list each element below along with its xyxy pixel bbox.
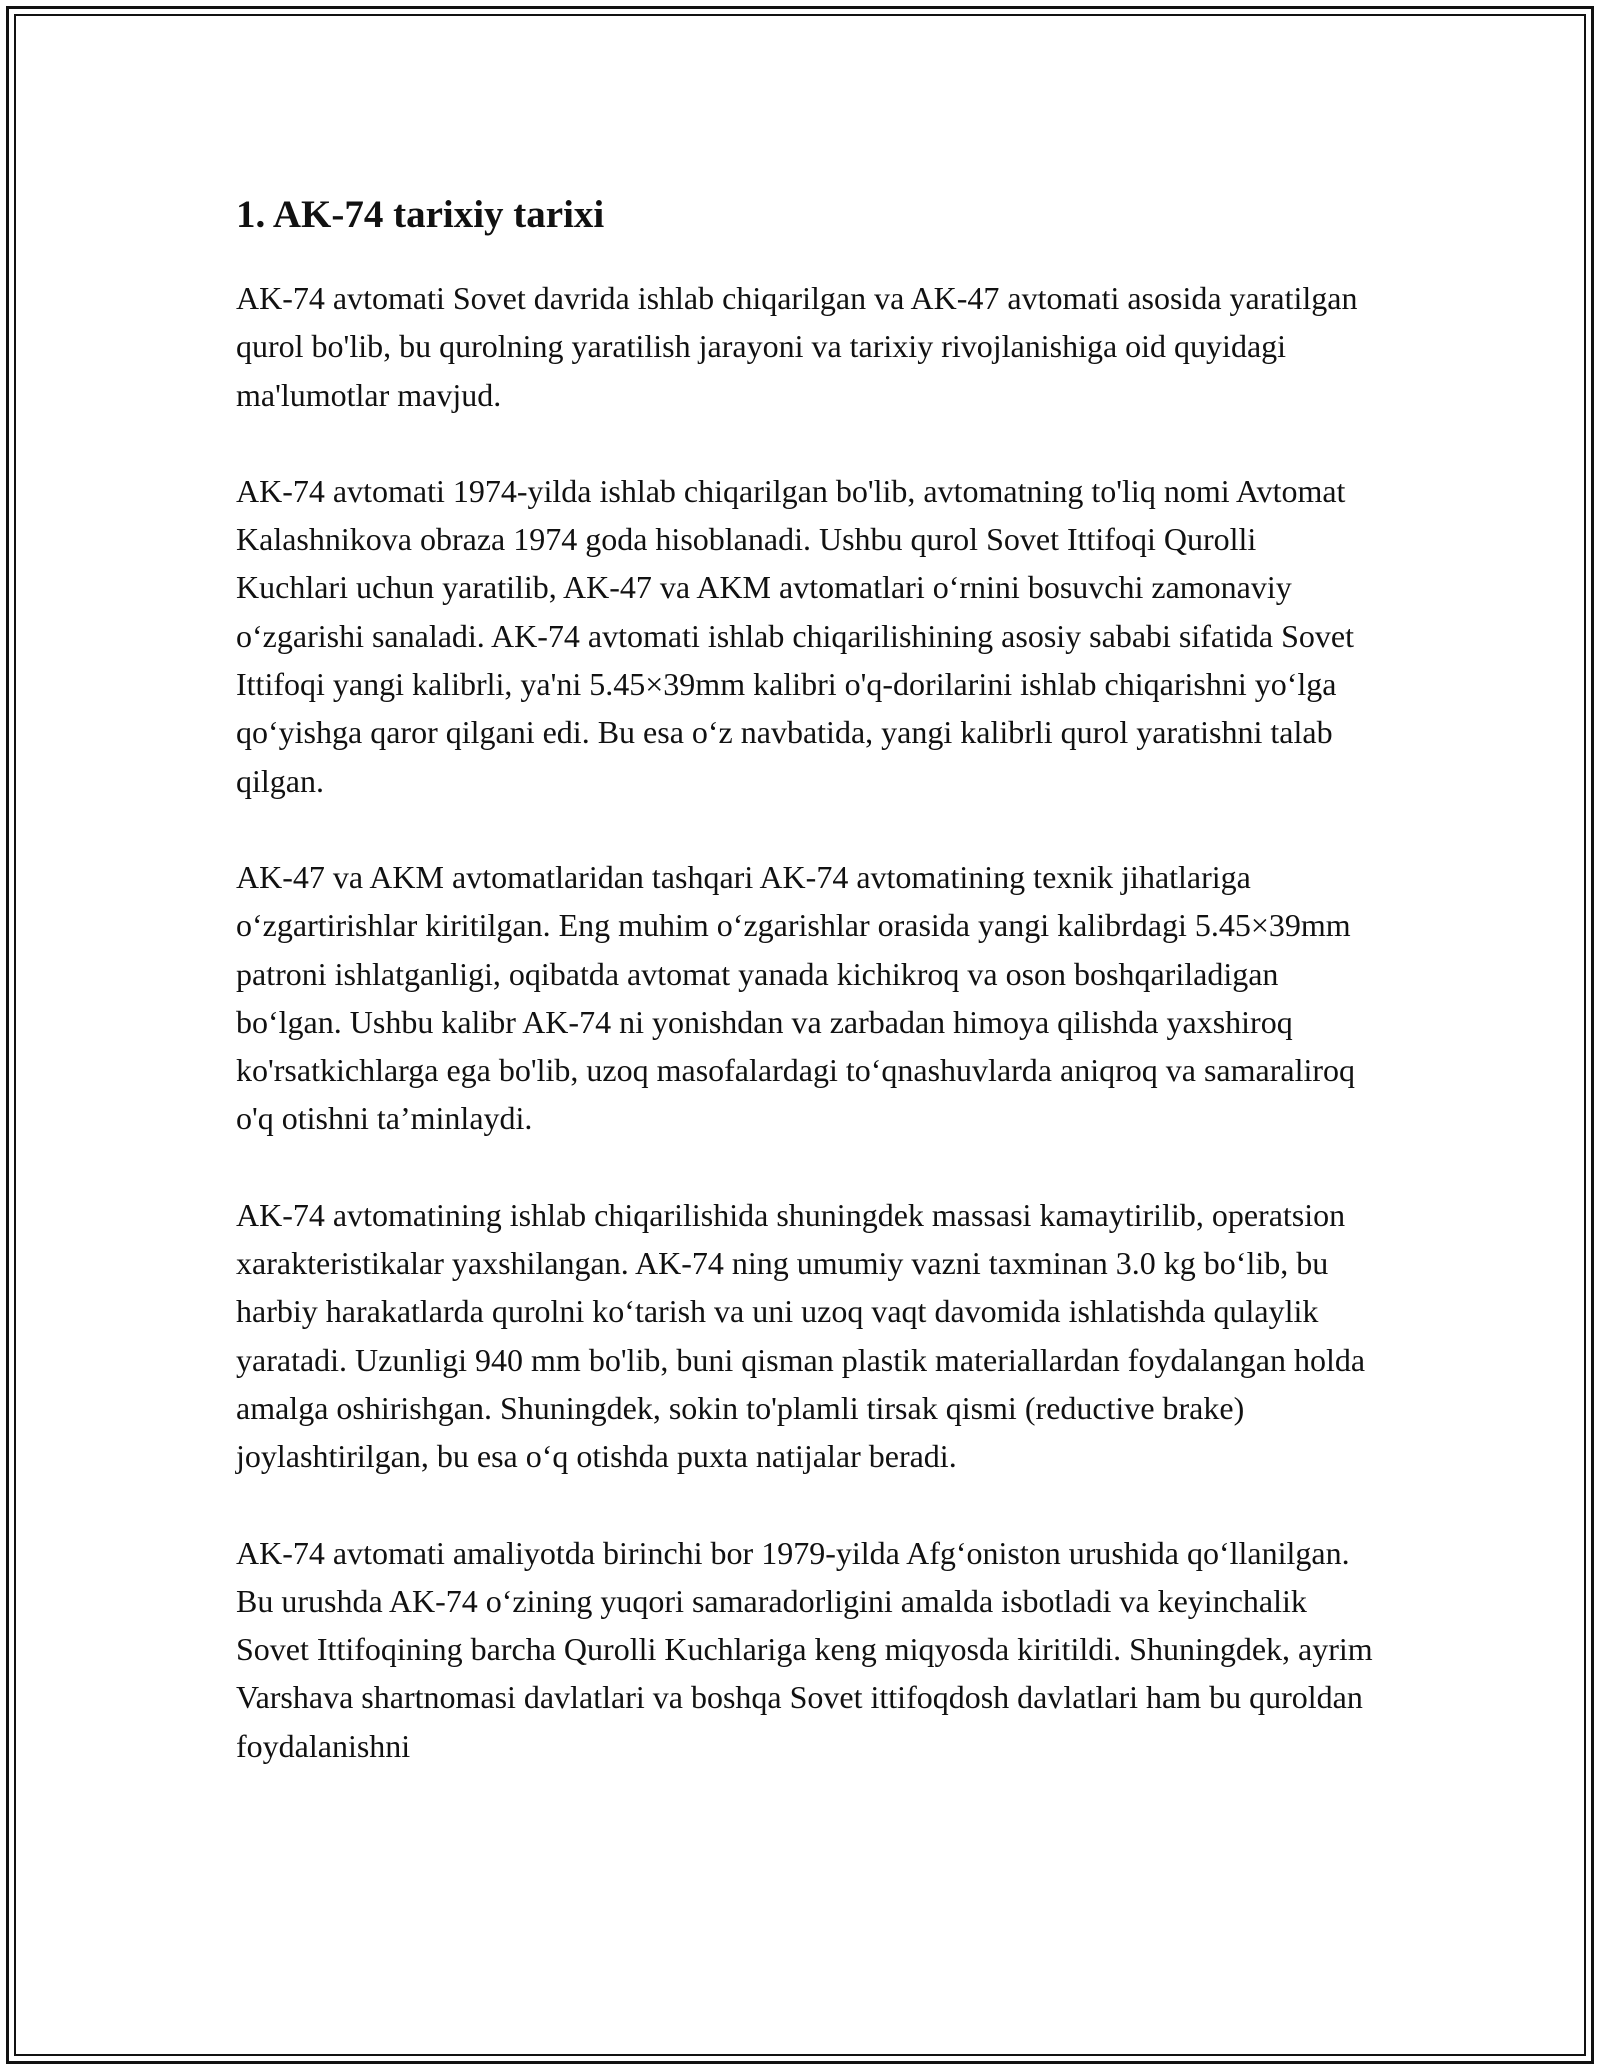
document-body xyxy=(236,184,1376,1770)
paragraph-4: AK-74 avtomatining ishlab chiqarilishida shuningdek massasi kamaytirilib, operatsion xarakteristikalar yaxshilangan. AK-74 ning umumiy vazni taxminan 3.0 kg bo‘lib, bu harbiy harakatlarda qurolni ko‘tarish va uni uzoq vaqt davomida ishlatishda qulaylik yaratadi. Uzunligi 940 mm bo'lib, buni qisman plastik materiallardan foydalangan holda amalga oshirishgan. Shuningdek, sokin to'plamli tirsak qismi (reductive brake) joylashtirilgan, bu esa o‘q otishda puxta natijalar beradi. xyxy=(236,1196,1366,1475)
section-heading: 1. AK-74 tarixiy tarixi xyxy=(236,193,605,236)
paragraph-5: AK-74 avtomati amaliyotda birinchi bor 1979-yilda Afg‘oniston urushida qo‘llanilgan. Bu urushda AK-74 o‘zining yuqori samaradorligini amalda isbotladi va keyinchalik Sovet Ittifoqining barcha Qurolli Kuchlariga keng miqyosda kiritildi. Shuningdek, ayrim Varshava shartnomasi davlatlari va boshqa Sovet ittifoqdosh davlatlari ham bu quroldan foydalanishni xyxy=(236,1534,1373,1764)
paragraph-3: AK-47 va AKM avtomatlaridan tashqari AK-74 avtomatining texnik jihatlariga o‘zgartirishlar kiritilgan. Eng muhim o‘zgarishlar orasida yangi kalibrdagi 5.45×39mm patroni ishlatganligi, oqibatda avtomat yanada kichikroq va oson boshqariladigan bo‘lgan. Ushbu kalibr AK-74 ni yonishdan va zarbadan himoya qilishda yaxshiroq ko'rsatkichlarga ega bo'lib, uzoq masofalardagi to‘qnashuvlarda aniqroq va samaraliroq o'q otishni ta’minlaydi. xyxy=(236,858,1355,1137)
paragraph-1: AK-74 avtomati Sovet davrida ishlab chiqarilgan va AK-47 avtomati asosida yaratilgan qurol bo'lib, bu qurolning yaratilish jarayoni va tarixiy rivojlanishiga oid quyidagi ma'lumotlar mavjud. xyxy=(236,280,1358,413)
paragraph-2: AK-74 avtomati 1974-yilda ishlab chiqarilgan bo'lib, avtomatning to'liq nomi Avtomat Kalashnikova obraza 1974 goda hisoblanadi. Ushbu qurol Sovet Ittifoqi Qurolli Kuchlari uchun yaratilib, AK-47 va AKM avtomatlari o‘rnini bosuvchi zamonaviy o‘zgarishi sanaladi. AK-74 avtomati ishlab chiqarilishining asosiy sababi sifatida Sovet Ittifoqi yangi kalibrli, ya'ni 5.45×39mm kalibri o'q-dorilarini ishlab chiqarishni yo‘lga qo‘yishga qaror qilgani edi. Bu esa o‘z navbatida, yangi kalibrli qurol yaratishni talab qilgan. xyxy=(236,472,1354,799)
